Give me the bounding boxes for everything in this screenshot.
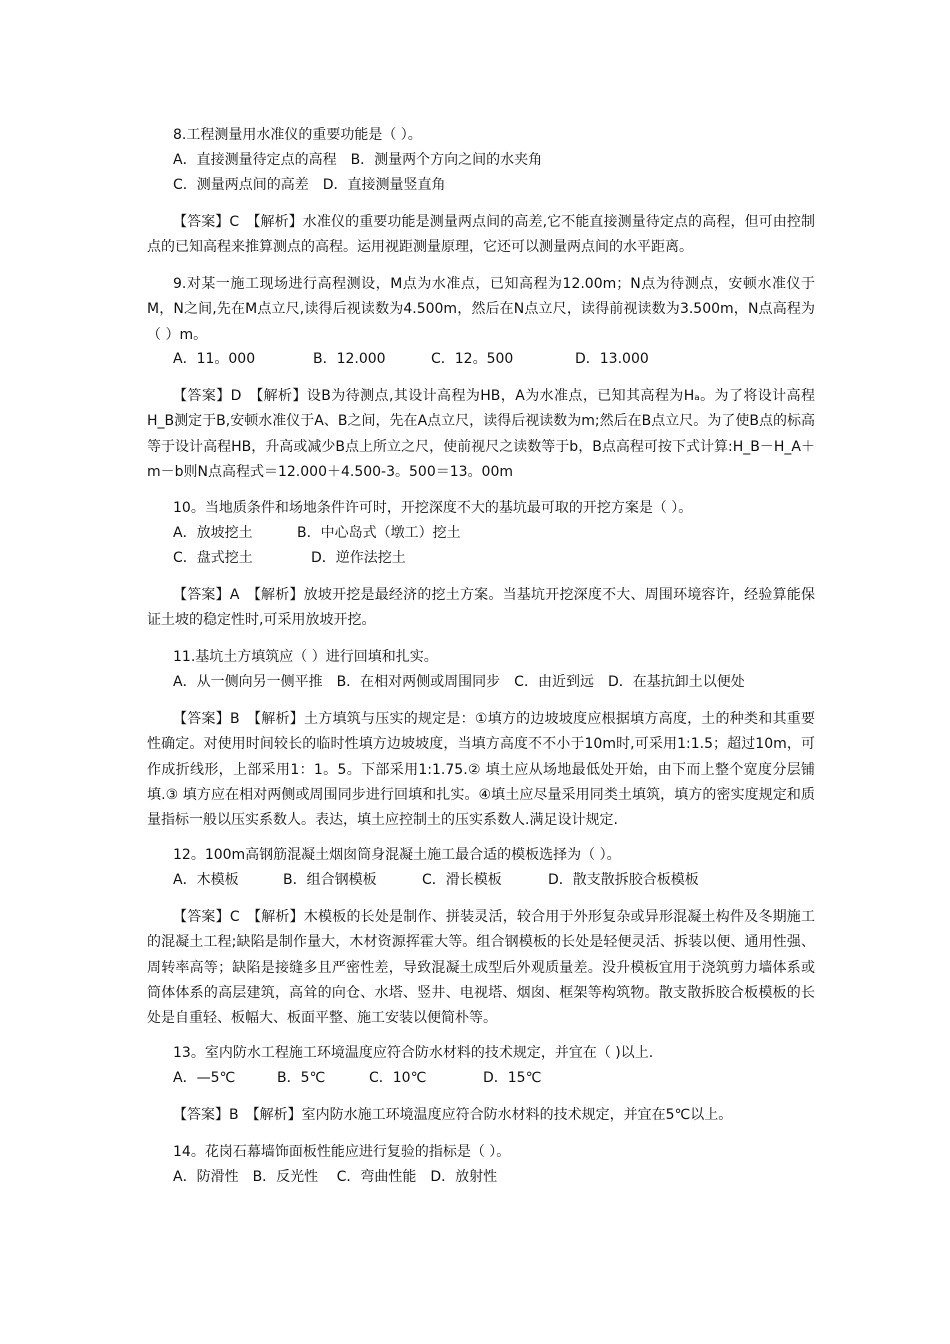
question-10-answer: 【答案】A 【解析】放坡开挖是最经济的挖土方案。当基坑开挖深度不大、周围环境容许，经验算能保证土坡的稳定性时,可采用放坡开挖。 [147,587,815,629]
question-14-stem: 14。花岗石幕墙饰面板性能应进行复验的指标是（ ）。 [173,1144,511,1160]
question-11-options: A．从一侧向另一侧平推 B．在相对两侧或周围同步 C．由近到远 D．在基抗卸土以便处 [173,674,745,690]
question-9-stem: 9.对某一施工现场进行高程测设，M点为水准点，已知高程为12.00m；N点为待测点，安顿水准仪于M，N之间,先在M点立尺,读得后视读数为4.500m，然后在N点立尺，读得前视读数为3.500m，N点高程为（ ）m。 [147,276,815,343]
question-9-options [173,347,649,372]
question-12-option-b: B．组合钢模板 [283,872,377,888]
question-12-option-d: D．散支散拆胶合板模板 [548,872,699,888]
question-12-option-a: A．木模板 [173,872,239,888]
question-13-options [173,1066,541,1091]
question-10-option-c: C．盘式挖土 [173,550,253,566]
question-11-answer: 【答案】B 【解析】土方填筑与压实的规定是：①填方的边坡坡度应根据填方高度，土的种类和其重要性确定。对使用时间较长的临时性填方边坡坡度，当填方高度不不小于10m时,可采用1:1.5；超过10m，可作成折线形，上部采用1：1。5。下部采用1:1.75.② 填土应从场地最低处开始，由下而上整个宽度分层铺填.③ 填方应在相对两侧或周围同步进行回填和扎实。④填土应尽量采用同类土填筑，填方的密实度规定和质量指标一般以压实系数人。表达，填土应控制土的压实系数人.满足设计规定. [147,711,815,829]
question-9-option-d: D．13.000 [575,351,649,367]
question-10-option-b: B．中心岛式（墩工）挖土 [297,525,461,541]
question-13-stem: 13。室内防水工程施工环境温度应符合防水材料的技术规定，并宜在（ )以上. [173,1045,654,1061]
question-10-option-a: A．放坡挖土 [173,525,253,541]
question-14-options: A．防滑性 B．反光性 C．弯曲性能 D．放射性 [173,1169,498,1185]
question-12-options [173,868,699,893]
question-10-option-d: D．逆作法挖土 [311,550,406,566]
question-8-options-line-1: A．直接测量待定点的高程 B．测量两个方向之间的水夹角 [173,152,543,168]
question-13-option-c: C．10℃ [369,1070,427,1086]
question-8-options-line-2: C．测量两点间的高差 D．直接测量竖直角 [173,177,446,193]
question-9-answer: 【答案】D 【解析】设B为待测点,其设计高程为HB，A为水准点，已知其高程为Hₐ。为了将设计高程H_B测定于B,安顿水准仪于A、B之间，先在A点立尺，读得后视读数为m;然后在B点立尺。为了使B点的标高等于设计高程HB，升高或减少B点上所立之尺，使前视尺之读数等于b，B点高程可按下式计算:H_B－H_A＋m－b则N点高程式＝12.000＋4.500-3。500＝13。00m [147,388,815,480]
question-9-option-c: C．12。500 [431,351,514,367]
question-13-option-a: A．—5℃ [173,1070,236,1086]
question-12-stem: 12。100m高钢筋混凝土烟囱筒身混凝土施工最合适的模板选择为（ ）。 [173,847,621,863]
question-9-option-a: A．11。000 [173,351,256,367]
question-8-stem: 8.工程测量用水准仪的重要功能是（ ）。 [173,127,422,143]
question-11-stem: 11.基坑土方填筑应（ ）进行回填和扎实。 [173,649,438,665]
question-8-answer: 【答案】C 【解析】水准仪的重要功能是测量两点间的高差,它不能直接测量待定点的高程，但可由控制点的已知高程来推算测点的高程。运用视距测量原理，它还可以测量两点间的水平距离。 [147,214,815,256]
question-12-answer: 【答案】C 【解析】木模板的长处是制作、拼装灵活，较合用于外形复杂或异形混凝土构件及冬期施工的混凝土工程;缺陷是制作量大，木材资源挥霍大等。组合钢模板的长处是轻便灵活、拆装以便、通用性强、周转率高等；缺陷是接缝多且严密性差，导致混凝土成型后外观质量差。没升模板宜用于浇筑剪力墙体系或筒体体系的高层建筑，高耸的向仓、水塔、竖井、电视塔、烟囱、框架等构筑物。散支散拆胶合板模板的长处是自重轻、板幅大、板面平整、施工安装以便简朴等。 [147,909,815,1027]
question-12-option-c: C．滑长模板 [422,872,502,888]
question-9-option-b: B．12.000 [313,351,386,367]
question-10-options-line-1 [173,521,461,546]
question-13-option-d: D．15℃ [483,1070,542,1086]
question-13-answer: 【答案】B 【解析】室内防水施工环境温度应符合防水材料的技术规定，并宜在5℃以上。 [173,1107,733,1123]
question-10-options-line-2 [173,546,406,571]
question-10-stem: 10。当地质条件和场地条件许可时，开挖深度不大的基坑最可取的开挖方案是（ ）。 [173,500,693,516]
question-13-option-b: B．5℃ [277,1070,326,1086]
